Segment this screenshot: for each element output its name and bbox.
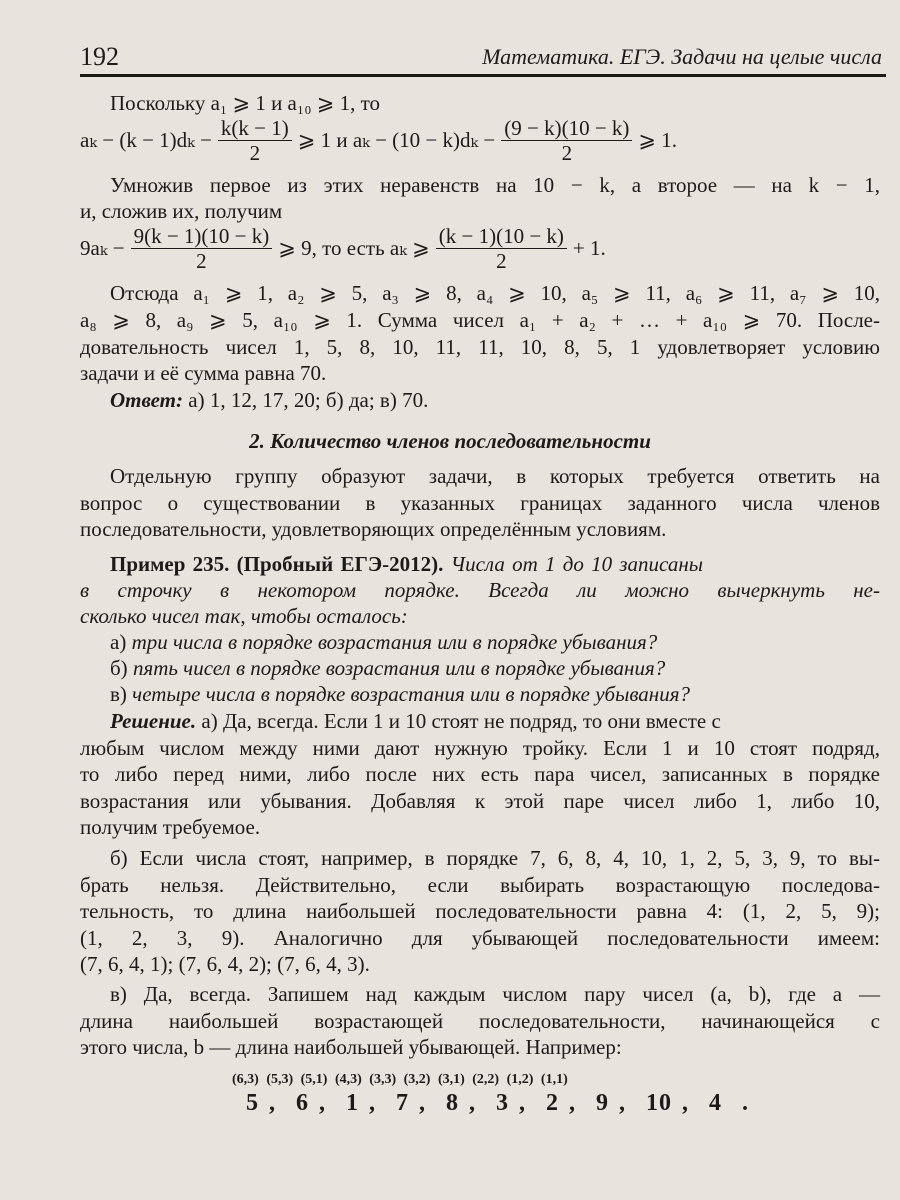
solution-line: [80, 708, 880, 734]
text-line: длина наибольшей возрастающей последовательности, начинающейся с: [80, 1009, 880, 1033]
example-item: [80, 629, 880, 655]
formula-2: [80, 224, 880, 273]
solution-label: Решение.: [110, 709, 197, 733]
text-line: и, сложив их, получим: [80, 199, 283, 223]
text-line: возрастания или убывания. Добавляя к этой паре чисел либо 1, либо 10,: [80, 789, 880, 813]
text-line: брать нельзя. Действительно, если выбирать возрастающую последова-: [80, 873, 880, 897]
solution-text: а) Да, всегда. Если 1 и 10 стоят не подряд, то они вместе с: [196, 709, 721, 733]
answer-label: Ответ:: [110, 388, 183, 412]
item-mark: а): [110, 630, 132, 654]
text-line: Поскольку a₁ ⩾ 1 и a₁₀ ⩾ 1, то: [110, 91, 381, 115]
formula-1: [80, 116, 880, 165]
numerator: k(k − 1): [218, 116, 292, 141]
text-line: вопрос о существовании в указанных границах заданного числа членов: [80, 491, 880, 515]
fraction: [218, 116, 292, 165]
example-label: Пример 235. (Пробный ЕГЭ-2012).: [110, 552, 444, 576]
text-line: последовательности, удовлетворяющих определённым условиям.: [80, 517, 667, 541]
formula-part: 9aₖ −: [80, 236, 125, 260]
text-line: в) Да, всегда. Запишем над каждым числом пару чисел (a, b), где a —: [110, 982, 880, 1006]
item-text: пять чисел в порядке возрастания или в порядке убывания?: [132, 656, 666, 680]
formula-part: ⩾ 1 и aₖ − (10 − k)dₖ −: [297, 128, 496, 152]
item-mark: б): [110, 656, 133, 680]
text-line: получим требуемое.: [80, 815, 261, 839]
text-line: тельность, то длина наибольшей последовательности равна 4: (1, 2, 5, 9);: [80, 899, 880, 923]
item-text: четыре числа в порядке возрастания или в порядке убывания?: [132, 682, 690, 706]
section-heading: 2. Количество членов последовательности: [249, 429, 651, 453]
fraction: [131, 224, 273, 273]
text-line: любым числом между ними дают нужную тройку. Если 1 и 10 стоят подряд,: [80, 736, 880, 760]
denominator: 2: [249, 141, 261, 165]
text-line: Умножив первое из этих неравенств на 10 − k, а второе — на k − 1,: [110, 173, 880, 197]
formula-part: ⩾ 1.: [638, 128, 678, 152]
denominator: 2: [561, 141, 573, 165]
text-line: довательность чисел 1, 5, 8, 10, 11, 11, 10, 8, 5, 1 удовлетворяет условию: [80, 335, 880, 359]
page-number: 192: [80, 42, 119, 71]
fraction: [436, 224, 567, 273]
text-line: (7, 6, 4, 1); (7, 6, 4, 2); (7, 6, 4, 3).: [80, 952, 370, 976]
text-line: a₈ ⩾ 8, a₉ ⩾ 5, a₁₀ ⩾ 1. Сумма чисел a₁ + a₂ + … + a₁₀ ⩾ 70. После-: [80, 308, 880, 332]
formula-part: ⩾ 9, то есть aₖ ⩾: [278, 236, 430, 260]
fraction: [501, 116, 632, 165]
text-line: задачи и её сумма равна 70.: [80, 361, 327, 385]
formula-part: aₖ − (k − 1)dₖ −: [80, 128, 212, 152]
denominator: 2: [496, 249, 507, 273]
numerator: 9(k − 1)(10 − k): [131, 224, 273, 249]
item-mark: в): [110, 682, 133, 706]
numerator: (k − 1)(10 − k): [436, 224, 567, 249]
text-line: Отдельную группу образуют задачи, в которых требуется ответить на: [110, 464, 880, 488]
pair-labels: (6,3) (5,3) (5,1) (4,3) (3,3) (3,2) (3,1) (2,2) (1,2) (1,1): [232, 1072, 568, 1087]
example-line: [80, 551, 880, 577]
example-line: сколько чисел так, чтобы осталось:: [80, 604, 408, 628]
answer-line: [80, 387, 880, 413]
example-item: [80, 681, 880, 707]
example-item: [80, 655, 880, 681]
example-line: в строчку в некотором порядке. Всегда ли можно вычеркнуть не-: [80, 578, 880, 602]
item-text: три числа в порядке возрастания или в порядке убывания?: [131, 630, 658, 654]
text-line: Отсюда a₁ ⩾ 1, a₂ ⩾ 5, a₃ ⩾ 8, a₄ ⩾ 10, a₅ ⩾ 11, a₆ ⩾ 11, a₇ ⩾ 10,: [110, 281, 880, 305]
text-line: (1, 2, 3, 9). Аналогично для убывающей последовательности имеем:: [80, 926, 880, 950]
running-title: Математика. ЕГЭ. Задачи на целые числа: [482, 44, 882, 69]
text-line: то либо перед ними, либо после них есть пара чисел, записанных в порядке: [80, 762, 880, 786]
example-text: Числа от 1 до 10 записаны: [443, 552, 703, 576]
header-rule: [80, 74, 886, 77]
formula-part: + 1.: [572, 236, 606, 260]
text-line: б) Если числа стоят, например, в порядке 7, 6, 8, 4, 10, 1, 2, 5, 3, 9, то вы-: [110, 846, 880, 870]
numerator: (9 − k)(10 − k): [501, 116, 632, 141]
denominator: 2: [196, 249, 207, 273]
number-sequence: 5 , 6 , 1 , 7 , 8 , 3 , 2 , 9 , 10 , 4 .: [246, 1090, 749, 1116]
text-line: этого числа, b — длина наибольшей убывающей. Например:: [80, 1035, 622, 1059]
answer-text: а) 1, 12, 17, 20; б) да; в) 70.: [183, 388, 429, 412]
